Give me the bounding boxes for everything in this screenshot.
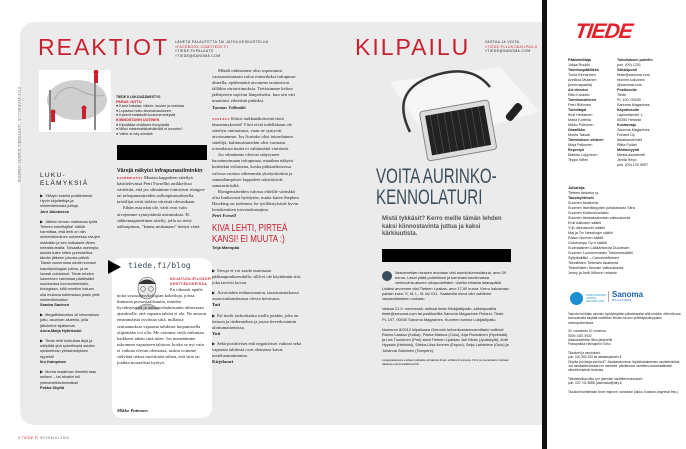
comment-text: Eri tiedä, tarkoittaako tuolla jotakin, joka on tietoon ja tiedemiehen ja joyna tieverkosinnin ulottumattomissa. [212, 312, 299, 330]
masthead-line: Toimituksen puhelin [617, 58, 653, 62]
kilpailu-title: KILPAILU [355, 34, 471, 60]
backer: Suomen Akatemia [568, 201, 598, 205]
tiede-logo: TIEDE [573, 20, 634, 43]
notice: 30. vuosikerta 10 numeroa ISSN 1457-9030 Aikakauslehtien liiton jäsenlehti Painopaikka Hansaprint Turku [568, 329, 613, 347]
notice: Tarjontu tai tilattu aineisto hyödyksytään julkaistavaksi sillä ehdolla, että sitä saa korvauksetta käyttää uudelleen lehden tai sen yhteistyökumppanin verkkopalveluissa. [568, 312, 681, 325]
masthead-line: puh. (09) 120 5997 [617, 163, 649, 167]
masthead-line: Kirsi Heikkinen [568, 113, 593, 117]
masthead-line: Päätoimittaja [568, 58, 591, 62]
blog-title[interactable]: tiede.fi/blog [128, 261, 191, 270]
comment-signature: Kirjekuori [212, 359, 234, 365]
competition-subtitle: Mistä tykkäsit? Kerro meille tämän lehden kaksi kiinnostavinta juttua ja kaksi kärkiuutista. [382, 216, 502, 237]
kilpailu-contact: VASTAA JA VOITA »TIEDE.FI/LUKIJAKILPAILU »TIEDE@SANOMA.COM [485, 40, 538, 54]
masthead-line: Annikka Mutanen [568, 78, 597, 82]
comment-text: Tiede-lehti kutkuttaa älyä ja säilyttää yhä spesifimpiä asioita opiskelevan yleissivistyksen rippeitä! [40, 338, 95, 359]
comment-signature: Yuti [212, 330, 221, 336]
masthead-line: Toimittajat [568, 108, 587, 112]
signature: Teija Mäenpää [212, 245, 240, 251]
blog-text: En oikeasti epäile noita sosiaalipsykologian kokeiluja, joissa ihmisten prososiaalisuutta, muiden hyväksymistä ja auttamishaluisuutta altisteraan ajatukselle, että vapaata tahtoa ei ole. Ne antavat ensimmäistä osviittaa siitä, millaisia seuraamuksia vapaasta tahdosta luopumisella ylipäätään voi olla. Me voimme vielä vaikuttaa kaikkeen tähän siitä tulee. Jos menetämme uskomme vapaaseen tahtoon, koska se nyt vain ei vaikuta olevan olemassa, tuskin voimme säilyttää uskoa myöskään siihen, että siitä on jotakin moraalista hyötyä. [117, 287, 207, 366]
note: Lukijapalautetta voidaan julkaista lehdessä ilman erillistä ilmoitusta. Nimi ja osoitetiedot voidaan tallettaa suoramarkkinointiin. [382, 357, 509, 366]
masthead-line: Reprotyö [568, 148, 585, 152]
signature: Petri Forsell [212, 213, 236, 219]
masthead-line: Lapinmäentie 1, [617, 113, 644, 117]
arrow-icon: ▶ [212, 290, 216, 296]
masthead-line: Mikko Puttonen [568, 123, 594, 127]
bullet-dot-icon [382, 271, 392, 281]
blog-signature: Mikko Puttonen [117, 408, 148, 413]
reaktiot-title: REAKTIOT [38, 34, 170, 60]
facebook-link[interactable]: »FACEBOOK.COM/TIEDE.FI [175, 44, 229, 49]
masthead-line: Aikakauslehdet [617, 138, 643, 142]
wdc-logo: WORLD DESIGN CAPITAL HELSINKI 2012 [570, 292, 608, 305]
masthead-notices [568, 312, 683, 398]
comment-text: Monta maailman ihmettä taas selkeni – tai ainakin tuli ymmärrettävämmäksi! [40, 369, 97, 385]
blog-comment [212, 268, 302, 286]
poll-news-label: KIINNOSTAVIN UUTINEN [116, 117, 160, 122]
luku-title: LUKU-ELÄMYKSIÄ [40, 172, 89, 187]
signature: Tuomas Välimäki [212, 104, 246, 110]
masthead-line: Toimitussihteeri [568, 98, 597, 102]
blog-comment [212, 313, 302, 337]
arrow-icon: ▶ [40, 369, 44, 375]
masthead-line: Teppo Wilen [568, 158, 589, 162]
play-triangle-icon [108, 260, 121, 274]
masthead-line: Minna Takala [568, 133, 590, 137]
black-bar [382, 249, 511, 262]
comment-text: Megalittiarvoitus oli kiinnostava juttu, asunhan alueella, jolla jätinkirkot sijaitsevat. [40, 312, 99, 328]
contact-label: LÄHETÄ PALAUTETTA TAI JATKA KESKUSTELUA [175, 40, 269, 44]
competition-headline: VOITA AURINKO-KENNOLATURI [376, 165, 497, 209]
poll-item: ● Kaverit edistävät koulumenestystä [116, 113, 176, 118]
comment-signature: Pekka Skyttä [40, 384, 65, 390]
article-title: Värejä näkyisi infrapunasilminkin [117, 168, 203, 174]
masthead-line: Sanoma Magazines [617, 103, 650, 107]
masthead-line: Kustantaja [617, 123, 636, 127]
comment-text: Yllätyin todella positiivisesti. Hyvin kirjoitettuja ja mielenkiintoisia juttuja. [40, 193, 94, 209]
arrow-icon: ▶ [212, 268, 216, 273]
masthead-line: Petri Riikonen [568, 103, 591, 107]
comment-article: Värejä näkyisi infrapunasilminkin KOMMENTTI Mustan kappaleen säteilyä käsittelevässä Petri Forsellin artikkelissa väitettiin, että jos silmämme toimisivat röntgen- tai infrapunasäteiden aallonpituusalueella, taiteilijat eivät tietäisi väreistä olevankaan. Eihän asia näin ole, värit ovat vain aivojemme synnyttämiä aistimuksia. Ei sähkömagneettinen säteily, jolla on tietty aallonpituus, "kanna mukanaan" tiettyä väriä. [117, 168, 206, 229]
blog-comment [212, 341, 302, 365]
masthead-line: Mirja Pelkonen [568, 143, 593, 147]
sanoma-logo: Sanoma MAGAZINES [608, 291, 643, 302]
blog-tag: NOJATUOLIFILOSOFI KENTTÄKOKEISSA [170, 277, 212, 286]
masthead-line: Art director [568, 88, 589, 92]
blog-comments [212, 268, 302, 369]
notice: Tietotekniikan liitto ry:n jäsenten osoitteenmuutokset: puh. 020 741 8888, jasenasiat@ttlry.fi. [568, 376, 643, 386]
masthead-line: puh. (09) 1201 [617, 63, 641, 67]
comment-text: Aivotoiden reduusomaton, tasaisuustutkassa vuorovaikutuksessa olevia tietoisuus. [212, 290, 299, 302]
masthead-line: @sanoma.com [617, 83, 642, 87]
poll-item: ● Lupaava hoito aivohalvaukseen [116, 108, 171, 113]
masthead-line: Media-assistentti [617, 153, 645, 157]
kiva-heading: KIVA LEHTI, PIRTEÄ KANSI! EI MUUTA :) [212, 223, 288, 246]
masthead-line: Postiosoite [617, 88, 637, 92]
notice: Tilaukset toimitetaan force majeure -varauksin (lakko, tuotanto-ongelmat tms.). [568, 389, 679, 394]
masthead-col2 [617, 58, 685, 168]
comment-signature: Anna-Maija Hytinkoski [40, 327, 82, 333]
email-link[interactable]: »TIEDE@SANOMA.COM [485, 49, 531, 54]
backer: Paavo Nurmen säätiö [568, 236, 604, 240]
masthead-line: Maria Korteila [568, 118, 591, 122]
page-divider [542, 0, 547, 449]
reply-tag: VASTAUS [212, 116, 230, 121]
masthead-line: Riku Koskelo [568, 93, 590, 97]
poll-item: ● Kipulääke ehkäisee ihosyöpää [116, 122, 170, 127]
masthead-line: Tuula Kinnarinen [568, 73, 596, 77]
arrow-icon: ▶ [212, 340, 216, 346]
blog-comment [212, 290, 302, 308]
masthead-line: Sähköposti [617, 68, 637, 72]
page-footer: 4 TIEDE.FI SYYSKUU 2012 [18, 436, 70, 440]
reader-comment [40, 338, 100, 364]
backer: Syöpäsäätiö – Cancerstiftelsen [568, 256, 619, 260]
backer: Emil Aaltosen säätiö [568, 221, 602, 225]
reader-comment [40, 369, 100, 390]
poll-heading: TIEDE 8 LUKIJAÄÄNESTYS [116, 95, 161, 99]
comment-article-cont: Mikäli näkisimme olisi sopeutunut vastaanottamaan valoa esimerkiksi infrapuna-alueella, epäilemättä aivomme taottaisivat tälläkin väriaistimuksia. Tietäisimme kelton jäähtyneen sopivan lämpöiseksi, kun sen väri muuttuisi vihreästä pinkiksi. Tuomas Välimäki VASTAUS Kiitos tarkkanäköisestä tästä täsmennyksestä! Värit eivät todellakaan ole säteilyn ominaisuus, vaan ne syntyvät aivoissamme. Jos Aurinko olisi toisenlainen säteilijä, kulttuurimmekin olisi varmasti toisenlaista mutta ei välttämättä väritöntä. Jos silmämme olisivat sääytyneet havainnoimaan infrapunaa, maailma näkyisi kuitenkin erilaisena, koska pitkäaaltoisessa valossa erottuu vähemmän yksityiskohtia ja samanlämpöiset kappaleet näyttäisivät samanvärisiltä. Röntgensäteiden valossa eläville värinäkö olisi luultavasti hyödytön, mutta kuten Stephen Hawking on todennut, he työlläistyisivät hyvin lentokenttien turvatarkastajina. Petri Forsell KIVA LEHTI, PIRTEÄ KANSI! EI MUUTA :) Teija Mäenpää [212, 68, 302, 251]
backer: Teknillisten Tieteiden Akatemia [568, 261, 619, 265]
masthead-line: Markku Löppönen [568, 153, 598, 157]
brain-illustration [39, 70, 111, 132]
masthead-col1 [568, 58, 616, 163]
reaktiot-contact [175, 40, 268, 58]
masthead-line: Finland Oy [617, 133, 635, 137]
backer: Suomen Luonnonvarain Tutkimussäätiö [568, 251, 633, 255]
backer: Tieteellisten Seurain Valtuuskunta [568, 266, 624, 270]
comment-tag: KOMMENTTI [117, 176, 143, 180]
feedback-link[interactable]: »TIEDE.FI/PALAUTE [175, 49, 214, 54]
masthead-line: Jukka Ruukki [568, 63, 590, 67]
masthead-line: Käyntiosoite [617, 108, 640, 112]
masthead-line: Tiede, [617, 93, 628, 97]
masthead-line: Sanoma Magazines [617, 128, 650, 132]
masthead-line: Jenita Repo [617, 158, 637, 162]
competition-body: Vastanneiden kesken arvotaan viisi aurinkokennolaturia, arvo 39 euroa. Laturi pitää puhelimesi ja kamerasi toiminnassa verkkovirta-alueen ulkopuolellakin. Useita erilaisia latauspäitä. Lisäksi arvomme viisi Tieteen t-paitaa, arvo 17,90 euroa. Kerro haluamasi paidan koko: S, M, L, XL tai XXL. Saatavilla oleva väri vaihtelee varastotilanteen mukaan. Vastaa 21.9. mennessä: netissä tiede.fi/lukijakilpailu, sähköpostilla tiede@sanoma.com tai postikortilla Sanoma Magazines Finland, Tiede, PL 107, 00040 Sanoma Magazines. Kuoreen tunnus Lukijakilpailu. Numeron 8/2012 kilpailussa Omronin kehonkoostumusmittarin voittivat Raimo Laakso (Kotka), Pekka Markus (Oulu), Arja Ronkainen (Hyvinkää) ja Lea Tuominen (Pori) sekä Tieteen t-paidan Jari Eilola (Jyväskylä), Antti Hyysalo (Helsinki), Sirkka-Liisa Iivonen (Espoo), Seija Lahdelma (Oulu) ja Johanna Salminen (Tampere). Lukijapalautetta voidaan julkaista lehdessä ilman erillistä ilmoitusta. Nimi ja osoitetiedot voidaan tallettaa suoramarkkinointiin. [382, 270, 509, 366]
poll-best-label: PARAS JUTTU [116, 99, 142, 104]
masthead-line: Mediamyynti [617, 148, 640, 152]
comment-text: Sivuja ei voi saada asuessaan pääkaupunkiseudulla, sillä ei ole käyttämän sitä, joka tarvitsi kovaa. [212, 268, 301, 286]
luku-column [40, 172, 100, 395]
masthead-line: tiede@sanoma.com [617, 73, 650, 77]
masthead-line: Riitta Pollari [617, 143, 637, 147]
masthead-line: 00350 Helsinki [617, 118, 642, 122]
backer: Suomen tiedeakatemiain valtuuskunta [568, 216, 631, 220]
reader-comment [40, 219, 100, 307]
comment-signature: Jani Jakobsson [40, 208, 70, 214]
masthead-line: Toimituspäällikkö [568, 68, 599, 72]
solar-charger-image [370, 62, 542, 167]
masthead-line: (toimivapaalla) [568, 83, 592, 87]
masthead-line: Toimituksen sihteeri [568, 138, 604, 142]
backer: Suomalainen Lääkäriseura Duodecim [568, 246, 630, 250]
competition-link[interactable]: »TIEDE.FI/LUKIJAKILPAILU [485, 44, 538, 49]
backer: Outokumpu Oy:n säätiö [568, 241, 607, 245]
spine-text: SUOMEN SUURIN TIEDELEHTI. SYYSKUUTA 2012 [17, 86, 22, 183]
arrow-icon: ▶ [40, 338, 44, 344]
poll-item: ● Kasvi haistaa, näkee, kuulee ja maistaa [116, 104, 185, 109]
backer: Suomen Kulttuurirahasto [568, 211, 609, 215]
comment-signature: Iiro Kampman [40, 358, 66, 364]
black-bar [117, 145, 207, 160]
backer: Suomen itsenäisyyden juhlarahasto Sitra [568, 206, 635, 210]
masthead-line: PL 100, 00040 [617, 98, 641, 102]
comment-text: Sekä positiiviset että negatiiviset vaikeat sekä vapaasta tahdosta ovat olemassa kuvat tuoteluomattomina. [212, 340, 302, 359]
comment-signature: Tuti [212, 302, 221, 308]
masthead-backers: Julkaisija Tieteen tiedotus ry. Taustayhteisöt Suomen Akatemia Suomen itsenäisyyden juhlarahasto Sitra Suomen Kulttuurirahasto Suomen tiedeakatemiain valtuuskunta Emil Aaltosen säätiö Yrjö Jahnssonin säätiö Maj ja Tor Nesslingin säätiö Paavo Nurmen säätiö Outokumpu Oy:n säätiö Suomalainen Lääkäriseura Duodecim Suomen Luonnonvarain Tutkimussäätiö Syöpäsäätiö – Cancerstiftelsen Teknillisten Tieteiden Akatemia Tieteellisten Seurain Valtuuskunta Jenny ja Antti Wihurin rahasto [568, 186, 683, 276]
backer: Jenny ja Antti Wihurin rahasto [568, 271, 617, 275]
reader-comment [40, 312, 100, 333]
reader-comment [40, 193, 100, 214]
arrow-icon: ▶ [40, 312, 44, 318]
masthead-line: etunimi.sukunimi [617, 78, 645, 82]
comment-text: Jälleen kerran mahtavaa työtä Tieteen toimittajilta! Välillä harmittaa, että lehti on niin mielenkiintoinen suhteessa sivujen määrään ja sen hotkaisee lähes kertaistumalta. Toisaalta useimpia asioita tulee sitten pureskeltua tämän jälkeen jokusia päiviä. Tässä numerossa odotin kovasti kasvifysiologian juttua, ja se lunasti odotukset. Tiede-lehden lukeminen vahvistaa päätöstäni suuntautua luonnontieteisiin, biologiaan, sillä mindkin haluan olla mukana tutkimassa jotain yhtä mielenkiintoista! [40, 218, 100, 302]
backer: Yrjö Jahnssonin säätiö [568, 226, 606, 230]
masthead-line: Graafikko [568, 128, 586, 132]
email-link[interactable]: »TIEDE@SANOMA.COM [175, 53, 221, 58]
arrow-icon: ▶ [40, 193, 44, 198]
arrow-icon: ▶ [40, 218, 44, 224]
notice: Tilaukset ja muutokset: puh. 020 360 333 tai asiakaspalvelu.fi Ohjeita ja hintoja sivulla 67. Asiakasnumeron löydät takakannen osoitetiedoista. Jos asiakastiedoissasi on merkintä, päivitämme osoitteesi automaattisesti väestörekisterin tiedoista. [568, 350, 681, 373]
reader-poll [116, 95, 211, 136]
arrow-icon: ▶ [212, 312, 216, 318]
poll-item: ● Miksi matematiikkahäiriöitä ei tunneta? [116, 127, 183, 132]
backer: Maj ja Tor Nesslingin säätiö [568, 231, 613, 235]
comment-signature: Sandra Savinen [40, 302, 70, 308]
poll-item: ● Valhe ei näy silmistä [116, 131, 153, 136]
